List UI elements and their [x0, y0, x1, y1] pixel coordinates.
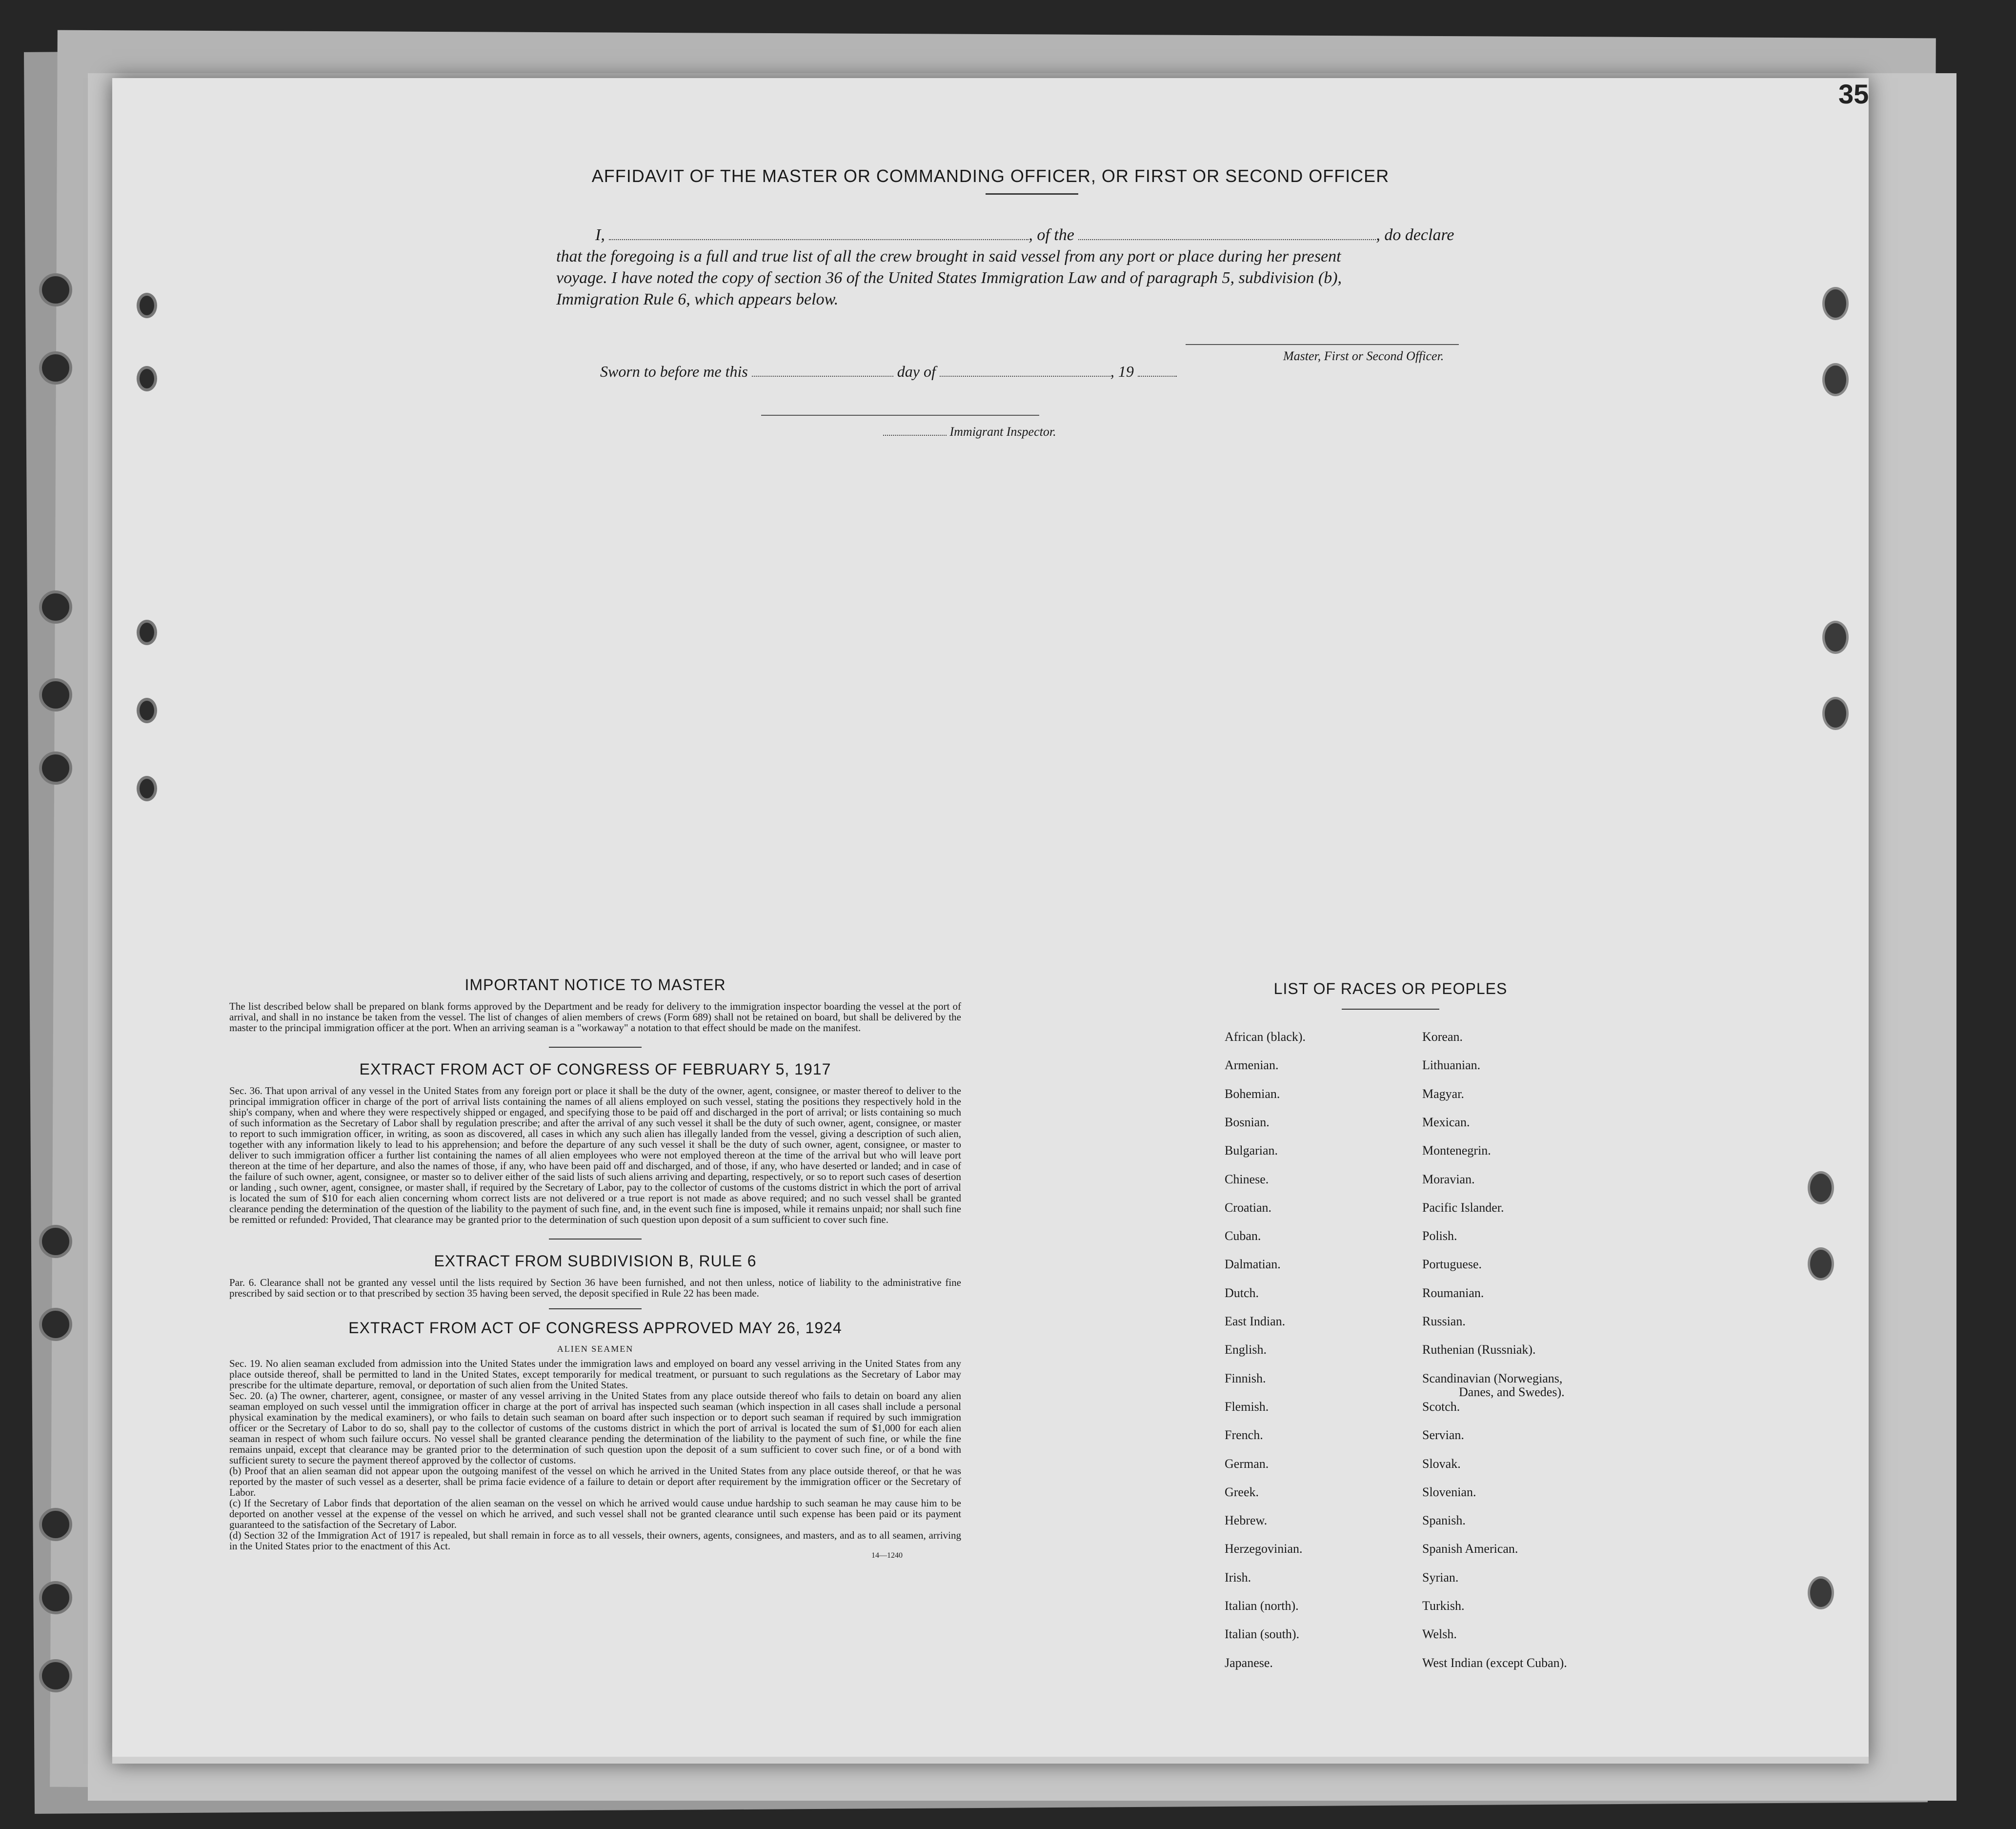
- race-item: English.: [1225, 1342, 1267, 1357]
- race-item: Welsh.: [1422, 1627, 1457, 1642]
- manifest-page: [112, 78, 1869, 1764]
- race-item: Chinese.: [1225, 1172, 1269, 1186]
- race-item: Magyar.: [1422, 1086, 1464, 1101]
- binder-hole: [39, 1508, 72, 1541]
- binder-hole: [39, 273, 72, 306]
- binder-hole: [39, 1659, 72, 1692]
- race-item: Flemish.: [1225, 1399, 1269, 1414]
- extract-1917-heading: EXTRACT FROM ACT OF CONGRESS OF FEBRUARY 5, 1917: [359, 1060, 831, 1078]
- affidavit-line: that the foregoing is a full and true list of all the crew brought in said vessel from any port or place during her present: [556, 247, 1341, 265]
- sworn-label: Sworn to before me this: [600, 363, 748, 380]
- form-number: 14—1240: [871, 1551, 903, 1560]
- binder-hole: [39, 752, 72, 785]
- sec20d-text: (d) Section 32 of the Immigration Act of 1917 is repealed, but shall remain in force as to all vessels, their owners, agents, consignees, and masters, and as to all seamen, arriving in the United States prior to the enactment of this Act.: [229, 1529, 961, 1552]
- race-item: Korean.: [1422, 1030, 1463, 1044]
- race-item: Armenian.: [1225, 1058, 1279, 1073]
- master-signature-line[interactable]: [1186, 344, 1459, 345]
- race-item: Cuban.: [1225, 1229, 1261, 1243]
- affidavit-body: [556, 224, 1508, 310]
- affidavit-of-the: , of the: [1028, 226, 1074, 244]
- extract-1917-text: Sec. 36. That upon arrival of any vessel in the United States from any foreign port or place it shall be the duty of the owner, agent, consignee, or master thereof to deliver to the principal immigration officer in charge of the port of arrival lists containing the names of all aliens employed on such vessel, stating the positions they respectively hold in the ship's company, when and where they were respectively shipped or engaged, and specifying those to be paid off and discharged in the port of arrival; or lists containing so much of such information as the Secretary of Labor shall by regulation prescribe; and after the arrival of any such vessel it shall be the duty of such owner, agent, consignee, or master to report to such immigration officer, in writing, as soon as discovered, all cases in which any such alien has illegally landed from the vessel, giving a description of such alien, together with any information likely to lead to his apprehension; and before the departure of any such vessel it shall be the duty of such owner, agent, consignee, or master to deliver to such immigration officer a further list containing the names of all alien employees who were not employed thereon at the time of the arrival but who will leave port thereon at the time of her departure, and also the names of those, if any, who have been paid off and discharged, and of those, if any, who have deserted or landed; and in case of the failure of such owner, agent, consignee, or master so to deliver either of the said lists of such aliens arriving and departing, respectively, or so to report such cases of desertion or landing , such owner, agent, consignee, or master shall, if required by the Secretary of Labor, pay to the collector of customs of the customs district in which the port of arrival is located the sum of $10 for each alien concerning whom correct lists are not delivered or a true report is not made as above required; and no such vessel shall be granted clearance pending the determination of the question of the liability to the payment of such fine, and, in the event such fine is imposed, while it remains unpaid; nor shall such fine be remitted or refunded: Provided, That clearance may be granted prior to the determination of such question upon deposit of a sum sufficient to cover such fine.: [229, 1085, 961, 1225]
- race-item: Pacific Islander.: [1422, 1200, 1504, 1215]
- binder-hole: [1822, 697, 1849, 730]
- sec19-text: Sec. 19. No alien seaman excluded from admission into the United States under the immigration laws and employed on board any vessel arriving in the United States from any place outside thereof, shall be permitted to land in the United States, except temporarily for medical treatment, or pursuant to such regulations as the Secretary of Labor may prescribe for the ultimate departure, removal, or deportation of such alien from the United States.: [229, 1358, 961, 1391]
- page-number: 35: [1838, 79, 1869, 109]
- inspector-signature-line[interactable]: [761, 415, 1039, 416]
- race-item: Greek.: [1225, 1484, 1259, 1499]
- sec20b-text: (b) Proof that an alien seaman did not appear upon the outgoing manifest of the vessel on which he arrived in the United States from any place outside thereof, or that he was reported by the master of such vessel as a deserter, shall be prima facie evidence of a failure to detain or deport after requirement by the immigration officer or the Secretary of Labor.: [229, 1465, 961, 1498]
- race-item: Dalmatian.: [1225, 1257, 1281, 1272]
- race-item: Italian (north).: [1225, 1599, 1299, 1613]
- binder-hole: [39, 351, 72, 385]
- race-item: Croatian.: [1225, 1200, 1272, 1215]
- race-item: Scandinavian (Norwegians,: [1422, 1371, 1563, 1385]
- race-item: Syrian.: [1422, 1570, 1459, 1585]
- affidavit-i: I,: [595, 226, 605, 244]
- subdivision-text: Par. 6. Clearance shall not be granted any vessel until the lists required by Section 36 have been furnished, and not then unless, notice of liability to the administrative fine prescribed by said section or to that prescribed by section 35 having been served, the deposit specified in Rule 22 has been made.: [229, 1277, 961, 1299]
- race-item: Danes, and Swedes).: [1459, 1384, 1565, 1399]
- race-item: Finnish.: [1225, 1371, 1266, 1385]
- race-item: Japanese.: [1225, 1655, 1273, 1670]
- race-item: Mexican.: [1422, 1115, 1470, 1129]
- sec20a-text: Sec. 20. (a) The owner, charterer, agent, consignee, or master of any vessel arriving in the United States from any place outside thereof who fails to detain on board any alien seaman employed on such vessel until the immigration officer in charge at the port of arrival has inspected such seaman (which inspection in all cases shall include a personal physical examination by the medical examiners), or who fails to detain such seaman on board after such inspection or to deport such seaman if required by such immigration officer or the Secretary of Labor to do so, shall pay to the collector of customs of the customs district in which the port of arrival is located the sum of $1,000 for each alien seaman in respect of whom such failure occurs. No vessel shall be granted clearance pending the determination of the liability to the payment of such fine, or while the fine remains unpaid, except that clearance may be granted prior to the determination of such question upon the deposit of a sum sufficient to cover such fine, or of a bond with sufficient surety to secure the payment thereof approved by the collector of customs.: [229, 1390, 961, 1466]
- race-item: Bulgarian.: [1225, 1143, 1278, 1158]
- sworn-line: [600, 363, 1177, 381]
- race-item: Portuguese.: [1422, 1257, 1482, 1272]
- race-item: Polish.: [1422, 1229, 1457, 1243]
- race-item: Montenegrin.: [1422, 1143, 1491, 1158]
- race-item: Ruthenian (Russniak).: [1422, 1342, 1536, 1357]
- race-item: Russian.: [1422, 1314, 1466, 1328]
- binder-hole: [1808, 1247, 1834, 1280]
- binder-hole: [137, 698, 157, 723]
- race-item: West Indian (except Cuban).: [1422, 1655, 1567, 1670]
- race-item: Italian (south).: [1225, 1627, 1300, 1642]
- extract-1924-heading: EXTRACT FROM ACT OF CONGRESS APPROVED MAY 26, 1924: [348, 1319, 842, 1337]
- title-rule: [986, 193, 1078, 195]
- notice-heading: IMPORTANT NOTICE TO MASTER: [464, 976, 726, 994]
- race-item: French.: [1225, 1428, 1263, 1443]
- year-label: , 19: [1110, 363, 1134, 380]
- binder-hole: [1822, 287, 1849, 320]
- alien-seamen-subtitle: ALIEN SEAMEN: [557, 1344, 634, 1354]
- race-item: Roumanian.: [1422, 1285, 1484, 1300]
- vessel-field[interactable]: [1078, 226, 1376, 240]
- section-rule: [549, 1047, 642, 1048]
- legal-notices: [229, 976, 961, 1560]
- sworn-month-field[interactable]: [940, 363, 1110, 377]
- race-item: Bohemian.: [1225, 1086, 1280, 1101]
- binder-hole: [1822, 363, 1849, 396]
- subdivision-heading: EXTRACT FROM SUBDIVISION B, RULE 6: [434, 1252, 757, 1270]
- sworn-year-field[interactable]: [1138, 363, 1177, 377]
- binder-hole: [137, 366, 157, 391]
- race-item: Slovenian.: [1422, 1484, 1476, 1499]
- race-item: Bosnian.: [1225, 1115, 1270, 1129]
- binder-hole: [39, 590, 72, 624]
- affidavit-title: AFFIDAVIT OF THE MASTER OR COMMANDING OFFICER, OR FIRST OR SECOND OFFICER: [591, 166, 1390, 186]
- binder-hole: [39, 678, 72, 711]
- race-item: Dutch.: [1225, 1285, 1259, 1300]
- inspector-label-line: [883, 425, 1056, 439]
- race-item: Hebrew.: [1225, 1513, 1268, 1528]
- notice-text: The list described below shall be prepared on blank forms approved by the Department and be ready for delivery to the immigration inspector boarding the vessel at the port of arrival, and shall in no instance be taken from the vessel. The list of changes of alien members of crews (Form 689) shall not be retained on board, but shall be delivered by the master to the principal immigration officer at the port. When an arriving seaman is a "workaway" a notation to that effect should be made on the manifest.: [229, 1000, 961, 1034]
- binder-hole: [1822, 621, 1849, 654]
- binder-hole: [137, 776, 157, 801]
- inspector-label: Immigrant Inspector.: [949, 425, 1056, 439]
- race-item: East Indian.: [1225, 1314, 1286, 1328]
- inspector-dotted: [883, 428, 947, 436]
- binder-hole: [137, 620, 157, 645]
- race-item: Slovak.: [1422, 1456, 1461, 1471]
- race-item: German.: [1225, 1456, 1269, 1471]
- day-of-label: day of: [897, 363, 936, 380]
- binder-hole: [39, 1225, 72, 1258]
- race-item: Moravian.: [1422, 1172, 1475, 1186]
- race-item: Scotch.: [1422, 1399, 1460, 1414]
- race-item: Irish.: [1225, 1570, 1251, 1585]
- affidavit-line: Immigration Rule 6, which appears below.: [556, 290, 839, 308]
- section-rule: [549, 1308, 642, 1309]
- binder-hole: [137, 293, 157, 318]
- binder-hole: [1808, 1171, 1834, 1204]
- race-item: African (black).: [1225, 1030, 1306, 1044]
- binder-hole: [39, 1581, 72, 1614]
- section-rule: [549, 1239, 642, 1240]
- race-item: Lithuanian.: [1422, 1058, 1481, 1073]
- affidavit-line: voyage. I have noted the copy of section 36 of the United States Immigration Law and of paragraph 5, subdivision (b),: [556, 269, 1342, 287]
- races-heading: LIST OF RACES OR PEOPLES: [1273, 980, 1508, 997]
- race-item: Spanish.: [1422, 1513, 1466, 1528]
- race-item: Servian.: [1422, 1428, 1464, 1443]
- race-item: Herzegovinian.: [1225, 1542, 1303, 1556]
- race-item: Turkish.: [1422, 1599, 1465, 1613]
- affidavit-do-declare: , do declare: [1376, 226, 1454, 244]
- binder-hole: [1808, 1576, 1834, 1609]
- master-label: Master, First or Second Officer.: [1283, 349, 1444, 363]
- race-item: Spanish American.: [1422, 1542, 1518, 1556]
- races-rule: [1342, 1009, 1439, 1010]
- sworn-date-field[interactable]: [752, 363, 893, 377]
- binder-hole: [39, 1308, 72, 1341]
- name-field[interactable]: [609, 226, 1028, 240]
- sec20c-text: (c) If the Secretary of Labor finds that deportation of the alien seaman on the vessel on which he arrived would cause undue hardship to such seaman he may cause him to be deported on another vessel at the expense of the vessel on which he arrived, and such vessel shall not be granted clearance until such expense has been paid or its payment guaranteed to the satisfaction of the Secretary of Labor.: [229, 1497, 961, 1530]
